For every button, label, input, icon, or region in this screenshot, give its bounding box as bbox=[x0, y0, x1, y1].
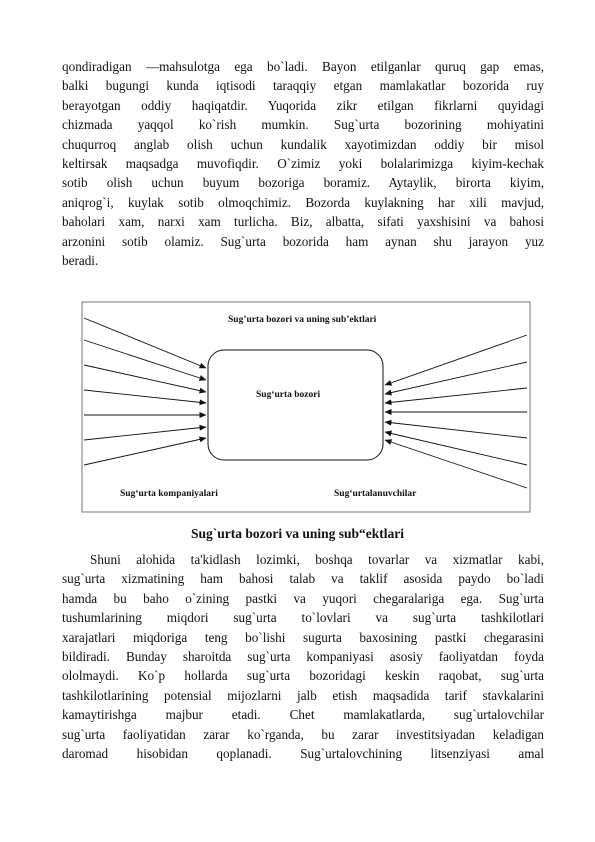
text-line: qondiradigan —mahsulotga ega bo`ladi. Bayon etilganlar quruq gap emas, bbox=[62, 59, 544, 74]
right-arrows bbox=[385, 335, 527, 488]
text-line: chizmada yaqqol ko`rish mumkin. Sug`urta bozorining mohiyatini bbox=[62, 117, 544, 133]
arrow bbox=[84, 390, 206, 403]
paragraph-2 bbox=[62, 550, 544, 763]
text-line: baholari xam, narxi xam turlicha. Biz, albatta, sifati yaxshisini va bahosi bbox=[62, 214, 544, 230]
text-line: hamda bu baho o`zining pastki va yuqori chegaralariga ega. Sug`urta bbox=[62, 590, 544, 606]
text-line: tushumlarining miqdori sug`urta to`lovlari va sug`urta tashkilotlari bbox=[62, 610, 544, 626]
arrow bbox=[385, 388, 527, 403]
text-line: balki bugungi kunda iqtisodi taraqqiy etgan mamlakatlar bozorida ruy bbox=[62, 78, 544, 94]
text-line: Shuni alohida ta'kidlash lozimki, boshqa tovarlar va xizmatlar kabi, bbox=[90, 552, 544, 567]
insured-label: Sug‘urtalanuvchilar bbox=[334, 489, 417, 499]
insurance-market-diagram bbox=[78, 300, 533, 515]
text-line: arzonini sotib olamiz. Sug`urta bozorida ham aynan shu jarayon yuz bbox=[62, 233, 544, 249]
arrow bbox=[385, 362, 527, 394]
text-line: aniqrog`i, kuylak sotib olmoqchimiz. Bozorda kuylakning har xili mavjud, bbox=[62, 194, 544, 210]
text-line: daromad hisobidan qoplanadi. Sug`urtalovchining litsenziyasi amal bbox=[62, 746, 544, 762]
market-label: Sug‘urta bozori bbox=[256, 390, 321, 400]
diagram-title: Sug’urta bozori va uning sub’ektlari bbox=[228, 315, 377, 325]
insurers-label: Sug‘urta kompaniyalari bbox=[120, 489, 218, 499]
arrow bbox=[84, 318, 206, 368]
arrow bbox=[385, 432, 527, 465]
figure-caption: Sug`urta bozori va uning sub“ektlari bbox=[190, 526, 405, 541]
arrow bbox=[84, 427, 206, 440]
text-line: xarajatlari miqdoriga teng bo`lishi sugurta baxosining pastki chegarasini bbox=[62, 629, 544, 645]
text-line: ololmaydi. Ko`p hollarda sug`urta bozoridagi keskin raqobat, sug`urta bbox=[62, 668, 544, 684]
text-line: sotib olish uchun buyum bozoriga boramiz. Aytaylik, birorta kiyim, bbox=[62, 175, 544, 191]
arrow bbox=[84, 340, 206, 380]
market-box bbox=[208, 350, 383, 460]
text-line: sug`urta faoliyatidan zarar ko`rganda, bu zarar investitsiyadan keladigan bbox=[62, 726, 544, 742]
arrow bbox=[84, 438, 206, 465]
arrow bbox=[385, 440, 527, 488]
paragraph-1 bbox=[62, 57, 544, 270]
text-line: tashkilotlarining potensial mijozlarni jalb etish maqsadida tarif stavkalarini bbox=[62, 687, 544, 703]
text-line: chuqurroq anglab olish uchun kundalik xayotimizdan oddiy bir misol bbox=[62, 136, 544, 152]
arrow bbox=[84, 365, 206, 392]
text-line: beradi. bbox=[62, 253, 99, 269]
text-line: berayotgan oddiy haqiqatdir. Yuqorida zikr etilgan fikrlarni quyidagi bbox=[62, 97, 544, 113]
arrow bbox=[385, 422, 527, 438]
text-line: kamaytirishga majbur etadi. Chet mamlakatlarda, sug`urtalovchilar bbox=[62, 707, 544, 723]
text-line: bildiradi. Bunday sharoitda sug`urta kompaniyasi asosiy faoliyatdan foyda bbox=[62, 649, 544, 665]
text-line: keltirsak maqsadga muvofiqdir. O`zimiz yoki bolalarimizga kiyim-kechak bbox=[62, 156, 544, 172]
arrow bbox=[385, 335, 527, 385]
left-arrows bbox=[84, 318, 206, 465]
text-line: sug`urta xizmatining ham bahosi talab va taklif asosida paydo bo`ladi bbox=[62, 571, 544, 587]
